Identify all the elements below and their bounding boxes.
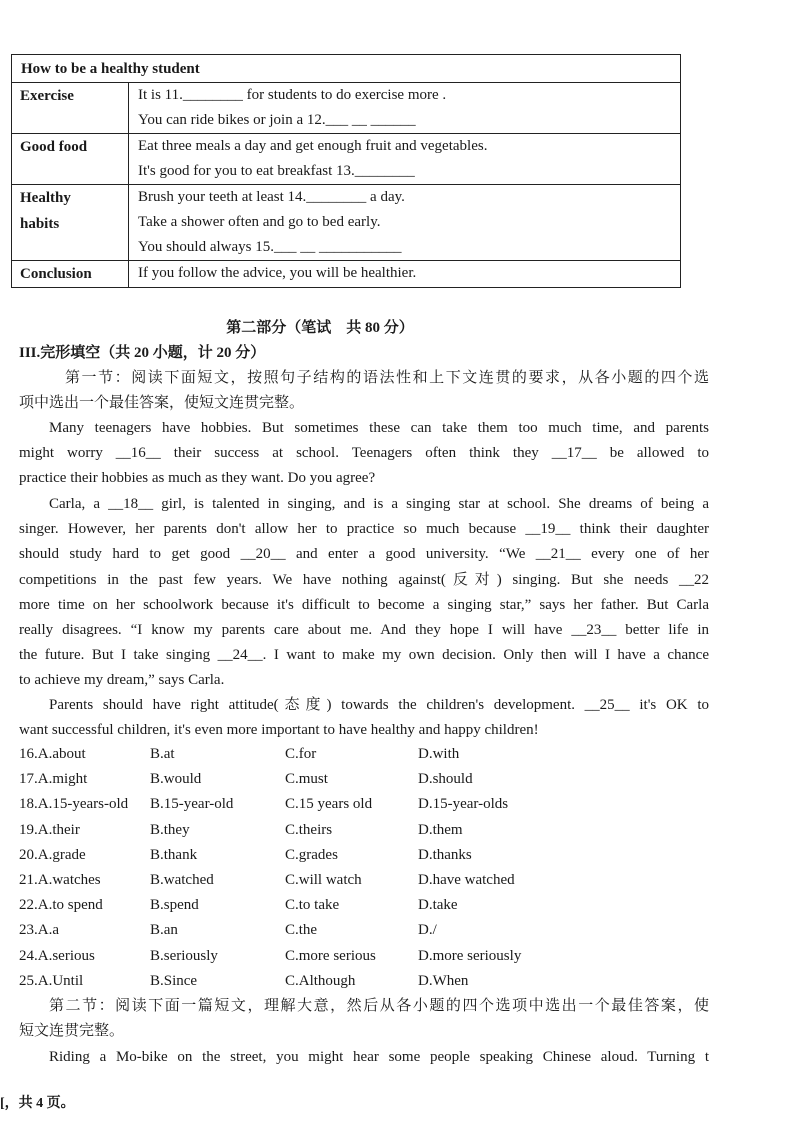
option-row-18: 18.A.15-years-old B.15-year-old C.15 years old D.15-year-olds [19, 796, 509, 813]
row-label: Healthy habits [12, 185, 129, 261]
section3-title: III.完形填空（共 20 小题，计 20 分） [19, 345, 266, 361]
table-title: How to be a healthy student [12, 55, 681, 83]
row-label: Good food [12, 134, 129, 185]
healthy-student-table [11, 54, 681, 288]
row-label: Exercise [12, 83, 129, 134]
row-content: Brush your teeth at least 14.________ a day. Take a shower often and go to bed early. You should always 15.___ __ ___________ [129, 185, 681, 261]
row-label: Conclusion [12, 261, 129, 288]
section2-passage-start: Riding a Mo-bike on the street, you might hear some people speaking Chinese aloud. Turning t [49, 1049, 709, 1065]
table-row-healthy-habits [12, 185, 681, 261]
option-row-24: 24.A.serious B.seriously C.more serious D.more seriously [19, 947, 522, 964]
option-row-20: 20.A.grade B.thank C.grades D.thanks [19, 846, 472, 863]
option-row-19: 19.A.their B.they C.theirs D.them [19, 821, 463, 838]
row-content: If you follow the advice, you will be healthier. [129, 261, 681, 288]
row-content: It is 11.________ for students to do exercise more . You can ride bikes or join a 12.___ __ ______ [129, 83, 681, 134]
answer-options [19, 742, 619, 994]
section2-instructions: 第二节：阅读下面一篇短文，理解大意，然后从各小题的四个选项中选出一个最佳答案，使 短文连贯完整。 [19, 998, 709, 1040]
table-row-exercise [12, 83, 681, 134]
table-row-good-food [12, 134, 681, 185]
option-row-22: 22.A.to spend B.spend C.to take D.take [19, 897, 458, 914]
section1-instructions: 第一节：阅读下面短文，按照句子结构的语法性和上下文连贯的要求，从各小题的四个选 项中选出一个最佳答案，使短文连贯完整。 [19, 370, 709, 412]
passage-paragraph-1: Many teenagers have hobbies. But sometimes these can take them too much time, and parents might worry __16__ their success at school. Teenagers often think they __17__ be allowed to practice their hobbies as much as they want. Do you agree? [19, 420, 709, 487]
passage-paragraph-3: Parents should have right attitude(态度) towards the children's development. __25__ it's OK to want successful children, it's even more important to have healthy and happy children! [19, 697, 709, 739]
passage-paragraph-2: Carla, a __18__ girl, is talented in singing, and is a singing star at school. She dreams of being a singer. However, her parents don't allow her to practice so much because __19__ think their daughter should study hard to get good __20__ and enter a good university. “We __21__ every one of her competitions in the past few years. We have nothing against(反对) singing. But she needs __22 more time on her schoolwork because it's difficult to become a singing star,” says her father. But Carla really disagrees. “I know my parents care about me. And they hope I will have __23__ better life in the future. But I take singing __24__. I want to make my own decision. Only then will I have a chance to achieve my dream,” says Carla. [19, 496, 709, 689]
option-row-21: 21.A.watches B.watched C.will watch D.have watched [19, 871, 515, 888]
part2-title: 第二部分（笔试 共 80 分） [226, 320, 414, 336]
row-content: Eat three meals a day and get enough fruit and vegetables. It's good for you to eat breakfast 13.________ [129, 134, 681, 185]
option-row-17: 17.A.might B.would C.must D.should [19, 771, 473, 788]
option-row-16: 16.A.about B.at C.for D.with [19, 746, 460, 762]
table-row-conclusion [12, 261, 681, 288]
page-footer: [，共 4 页。 [0, 1096, 75, 1111]
option-row-23: 23.A.a B.an C.the D./ [19, 922, 437, 939]
option-row-25: 25.A.Until B.Since C.Although D.When [19, 972, 469, 989]
